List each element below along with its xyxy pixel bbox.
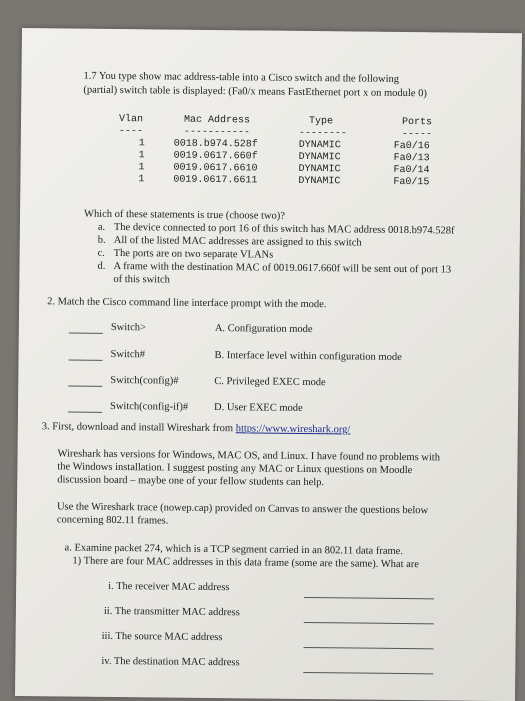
cell-type: DYNAMIC (298, 163, 341, 176)
cell-ports: Fa0/14 (393, 164, 430, 177)
q1-option-c-text: The ports are on two separate VLANs (113, 247, 274, 261)
q1-option-d-label: d. (97, 260, 106, 272)
cell-vlan: 1 (138, 150, 145, 162)
q1-option-d-text: A frame with the destination MAC of 0019.0617.660f will be sent out of port 13 (113, 260, 452, 276)
q3-para1-line2: the Windows installation. I suggest posting any MAC or Linux questions on Moodle (57, 461, 413, 477)
cell-mac: 0019.0617.6610 (173, 162, 258, 175)
q1-option-b-label: b. (97, 234, 106, 246)
cell-type: DYNAMIC (298, 151, 341, 164)
paper-sheet (15, 28, 522, 701)
q1-option-b-text: All of the listed MAC addresses are assigned to this switch (113, 234, 362, 249)
q3-para1-line3: discussion board – maybe one of your fellow students can help. (57, 474, 325, 489)
q1-question: Which of these statements is true (choose two)? (83, 208, 286, 222)
q1-line1: 1.7 You type show mac address-table into a Cisco switch and the following (83, 70, 400, 85)
q3-item-receiver: i. The receiver MAC address (108, 580, 230, 594)
answer-line-source[interactable] (304, 647, 434, 649)
answer-line-receiver[interactable] (304, 597, 434, 599)
cell-vlan: 1 (138, 138, 145, 150)
cell-ports: Fa0/13 (393, 152, 430, 165)
wireshark-link[interactable]: https://www.wireshark.org/ (235, 423, 351, 436)
prompt-switch-user: Switch> (110, 321, 147, 334)
header-type: Type (308, 116, 334, 128)
switch-table (108, 114, 469, 213)
dash-vlan: ---- (118, 126, 143, 138)
col-mac (173, 115, 258, 188)
prompt-switch-privileged: Switch# (110, 348, 146, 361)
q3-item-destination: iv. The destination MAC address (101, 655, 240, 669)
q1-option-d-cont: of this switch (113, 273, 171, 286)
col-vlan (118, 114, 145, 186)
q3-para2-line2: concerning 802.11 frames. (56, 514, 169, 527)
dash-type: -------- (298, 127, 347, 140)
col-ports (393, 117, 432, 189)
cell-ports: Fa0/16 (393, 140, 430, 153)
q3-a-line: a. Examine packet 274, which is a TCP segment carried in an 802.11 data frame. (64, 542, 404, 558)
cell-mac: 0018.b974.528f (173, 138, 258, 151)
q3-prompt-text: 3. First, download and install Wireshark from (41, 421, 236, 435)
mode-a: A. Configuration mode (214, 323, 313, 336)
q1-line2: (partial) switch table is displayed: (Fa0/x means FastEthernet port x on module 0) (83, 84, 427, 100)
dash-ports: ----- (401, 128, 432, 141)
mode-d: D. User EXEC mode (213, 402, 303, 414)
header-ports: Ports (401, 116, 433, 129)
cell-type: DYNAMIC (298, 139, 341, 152)
q2-prompt: 2. Match the Cisco command line interface prompt with the mode. (47, 296, 327, 311)
q3-para1-line1: Wireshark has versions for Windows, MAC OS, and Linux. I have found no problems with (57, 448, 441, 464)
cell-vlan: 1 (138, 174, 145, 186)
cell-ports: Fa0/15 (393, 176, 430, 189)
cell-vlan: 1 (138, 162, 145, 174)
cell-mac: 0019.0617.660f (173, 150, 258, 163)
q1-option-a-text: The device connected to port 16 of this switch has MAC address 0018.b974.528f (113, 221, 455, 237)
answer-blank[interactable] (69, 360, 103, 361)
q1-option-c-label: c. (97, 247, 105, 259)
q1-option-a-label: a. (97, 221, 106, 233)
cell-mac: 0019.0617.6611 (173, 174, 258, 187)
col-type (298, 116, 347, 188)
q3-item-source: iii. The source MAC address (101, 630, 223, 644)
cell-type: DYNAMIC (298, 175, 341, 188)
q3-a-sub: 1) There are four MAC addresses in this data frame (some are the same). What are (72, 555, 420, 571)
header-mac: Mac Address (183, 114, 251, 127)
q3-para2-line1: Use the Wireshark trace (nowep.cap) provided on Canvas to answer the questions below (56, 501, 429, 517)
mode-b: B. Interface level within configuration mode (214, 350, 402, 363)
answer-blank[interactable] (68, 386, 102, 387)
answer-line-destination[interactable] (303, 672, 433, 674)
prompt-switch-config-if: Switch(config-if)# (109, 400, 189, 413)
answer-blank[interactable] (69, 333, 103, 334)
mode-c: C. Privileged EXEC mode (214, 376, 326, 389)
answer-line-transmitter[interactable] (304, 622, 434, 624)
prompt-switch-config: Switch(config)# (110, 374, 179, 387)
q3-item-transmitter: ii. The transmitter MAC address (103, 605, 240, 619)
q3-prompt (42, 421, 351, 437)
header-vlan: Vlan (118, 114, 144, 126)
answer-blank[interactable] (68, 412, 102, 413)
dash-mac: ----------- (183, 126, 250, 139)
